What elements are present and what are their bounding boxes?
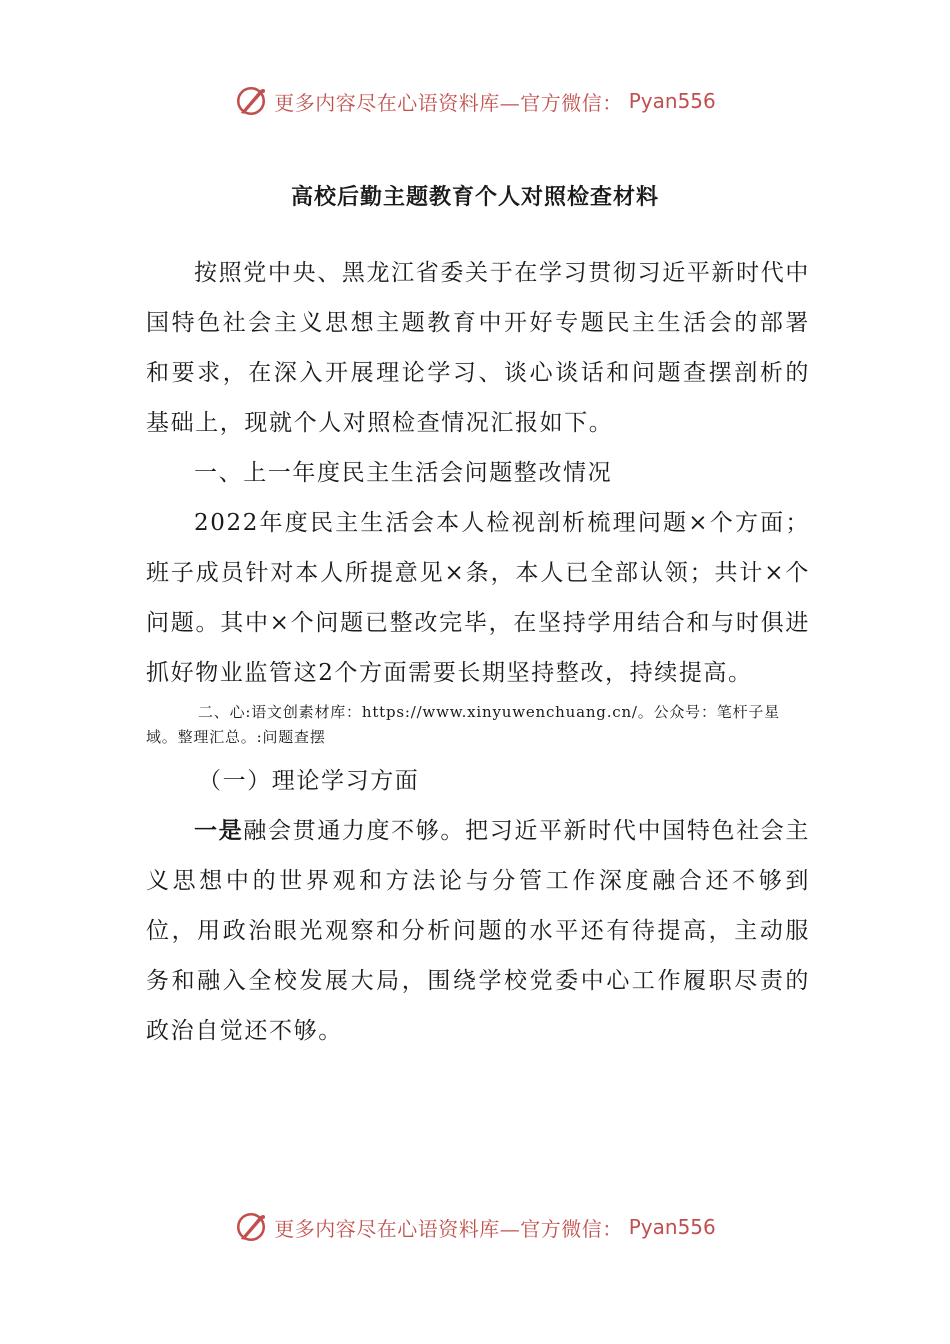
header-watermark [0, 84, 950, 118]
watermark-wechat-id: Pyan556 [628, 1215, 716, 1239]
footer-watermark [0, 1210, 950, 1244]
point1-body: 融会贯通力度不够。把习近平新时代中国特色社会主义思想中的世界观和方法论与分管工作深度融合还不够到位，用政治眼光观察和分析问题的水平还有待提高，主动服务和融入全校发展大局，围绕学校党委中心工作履职尽责的政治自觉还不够。 [146, 818, 810, 1044]
subsection1-heading: （一）理论学习方面 [198, 768, 420, 794]
section1-heading: 一、上一年度民主生活会问题整改情况 [194, 460, 613, 486]
point1-paragraph [146, 806, 810, 1056]
section2-heading: 二、心:语文创素材库：https://www.xinyuwenchuang.cn/。公众号：笔杆子星域。整理汇总。:问题查摆 [146, 703, 780, 746]
watermark-text: 更多内容尽在心语资料库—官方微信： [274, 90, 623, 115]
section1-paragraph: 2022年度民主生活会本人检视剖析梳理问题×个方面；班子成员针对本人所提意见×条，本人已全部认领；共计×个问题。其中×个问题已整改完毕，在坚持学用结合和与时俱进抓好物业监管这2个方面需要长期坚持整改，持续提高。 [146, 510, 810, 686]
document-body [146, 248, 810, 1056]
watermark-text: 更多内容尽在心语资料库—官方微信： [274, 1216, 623, 1241]
watermark-wechat-id: Pyan556 [628, 89, 716, 113]
point1-lead: 一是 [194, 817, 244, 844]
quill-logo-icon [234, 84, 268, 118]
document-title: 高校后勤主题教育个人对照检查材料 [290, 184, 659, 210]
quill-logo-icon [234, 1210, 268, 1244]
intro-paragraph: 按照党中央、黑龙江省委关于在学习贯彻习近平新时代中国特色社会主义思想主题教育中开好专题民主生活会的部署和要求，在深入开展理论学习、谈心谈话和问题查摆剖析的基础上，现就个人对照检查情况汇报如下。 [146, 260, 810, 436]
